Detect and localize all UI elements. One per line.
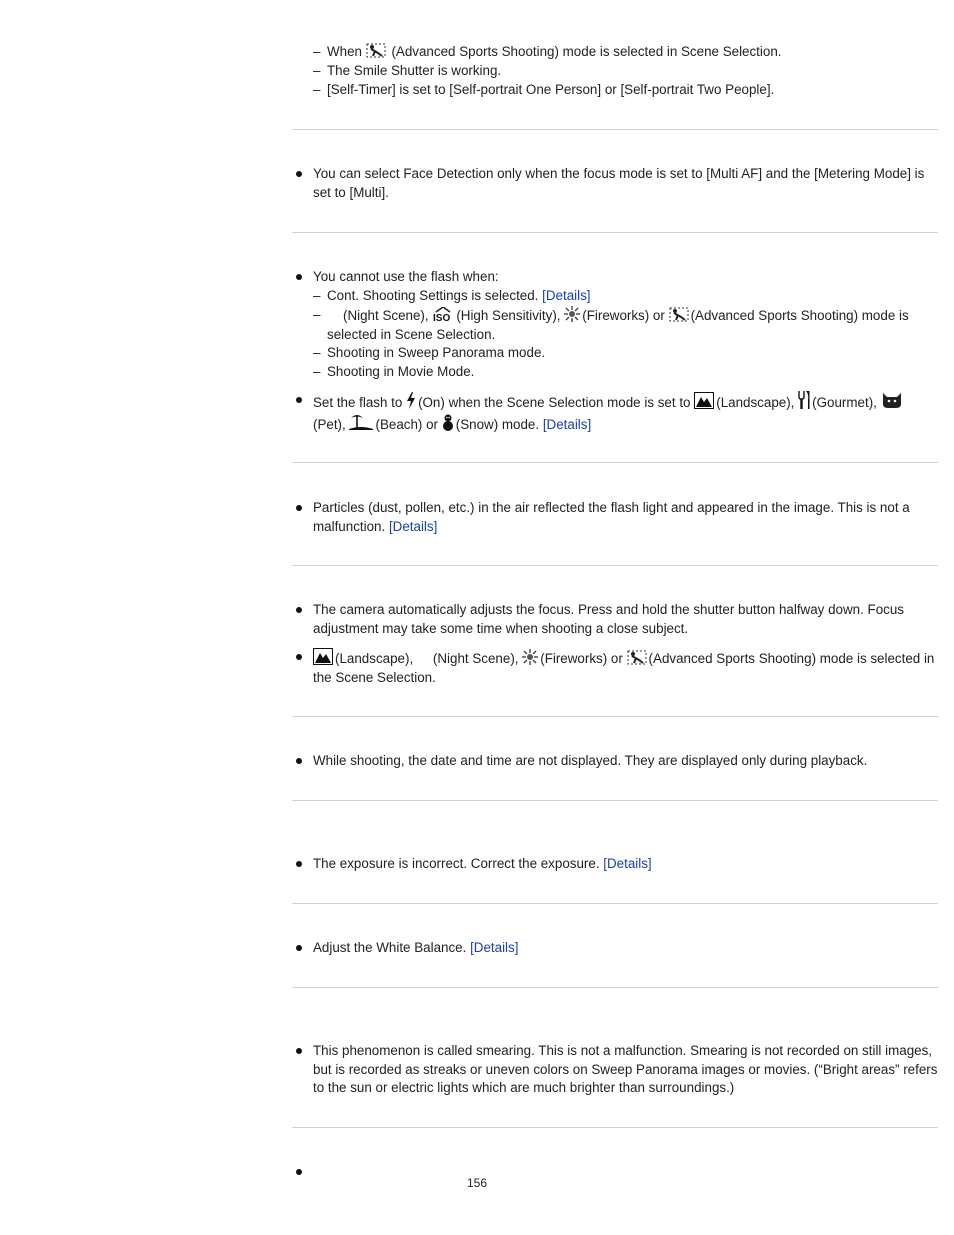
landscape-icon — [313, 648, 333, 665]
flash-set-on: Set the flash to (On) when the Scene Selection mode is set to (Landscape), (Gourmet), (Pet), (Beach) or (Snow) mode. [Details] — [292, 391, 938, 435]
landscape-icon — [694, 392, 714, 409]
details-link[interactable]: [Details] — [542, 288, 591, 303]
divider — [292, 716, 938, 717]
particles-note: Particles (dust, pollen, etc.) in the air reflected the flash light and appeared in the image. This is not a malfunction. [Details] — [292, 499, 938, 536]
note-advanced-sports — [313, 43, 938, 62]
note-when: When — [327, 44, 362, 59]
white-balance-note: Adjust the White Balance. [Details] — [292, 939, 938, 958]
details-link[interactable]: [Details] — [470, 940, 519, 955]
beach-icon — [349, 413, 373, 431]
divider — [292, 232, 938, 233]
svg-text:ISO: ISO — [433, 313, 451, 322]
flash-sweep-panorama: – Shooting in Sweep Panorama mode. — [313, 345, 546, 360]
pet-icon — [881, 392, 903, 409]
note-sports-text: (Advanced Sports Shooting) mode is selected in Scene Selection. — [391, 44, 782, 59]
high-sensitivity-icon — [432, 307, 454, 322]
gourmet-icon — [798, 391, 810, 409]
advanced-sports-icon — [669, 307, 689, 322]
details-link[interactable]: [Details] — [603, 856, 652, 871]
flash-cannot-use: You cannot use the flash when: — [292, 268, 938, 287]
flash-cont-shooting: – Cont. Shooting Settings is selected. [Details] — [313, 288, 591, 303]
flash-movie-mode: – Shooting in Movie Mode. — [313, 364, 475, 379]
note-self-timer: – [Self-Timer] is set to [Self-portrait One Person] or [Self-portrait Two People]. — [313, 82, 775, 97]
focus-auto-note: The camera automatically adjusts the focus. Press and hold the shutter button halfway down. Focus adjustment may take some time when shooting a close subject. — [292, 601, 938, 638]
face-detection-note: You can select Face Detection only when the focus mode is set to [Multi AF] and the [Metering Mode] is set to [Multi]. — [292, 165, 938, 202]
divider — [292, 129, 938, 130]
night-scene-icon — [417, 649, 431, 665]
details-link[interactable]: [Details] — [388, 518, 438, 534]
exposure-note: The exposure is incorrect. Correct the exposure. [Details] — [292, 855, 938, 874]
advanced-sports-icon — [366, 43, 386, 58]
divider — [292, 987, 938, 988]
focus-scene-note: (Landscape), (Night Scene), (Fireworks) or (Advanced Sports Shooting) mode is selected in the Scene Selection. — [292, 648, 938, 687]
page-number: 156 — [466, 1176, 488, 1190]
fireworks-icon — [522, 649, 538, 665]
flash-scene-modes: – (Night Scene), ISO (High Sensitivity), (Fireworks) or (Advanced Sports Shooting) mode is selected in Scene Selection. — [313, 307, 909, 342]
flash-on-icon — [406, 392, 416, 409]
night-scene-icon — [327, 306, 341, 322]
snow-icon — [442, 414, 454, 431]
date-time-note: While shooting, the date and time are not displayed. They are displayed only during playback. — [292, 752, 938, 771]
dash-marker: – — [313, 44, 321, 59]
advanced-sports-icon — [627, 650, 647, 665]
divider — [292, 565, 938, 566]
divider — [292, 1127, 938, 1128]
smearing-note: This phenomenon is called smearing. This is not a malfunction. Smearing is not recorded on still images, but is recorded as streaks or uneven colors on Sweep Panorama images or movies. (“Bright areas” refers to the sun or electric lights which are much brighter than surroundings.) — [292, 1042, 938, 1098]
details-link[interactable]: [Details] — [542, 417, 592, 432]
divider — [292, 800, 938, 801]
note-smile-shutter: – The Smile Shutter is working. — [313, 63, 502, 78]
divider — [292, 903, 938, 904]
bullet — [296, 171, 302, 177]
divider — [292, 462, 938, 463]
fireworks-icon — [564, 306, 580, 322]
